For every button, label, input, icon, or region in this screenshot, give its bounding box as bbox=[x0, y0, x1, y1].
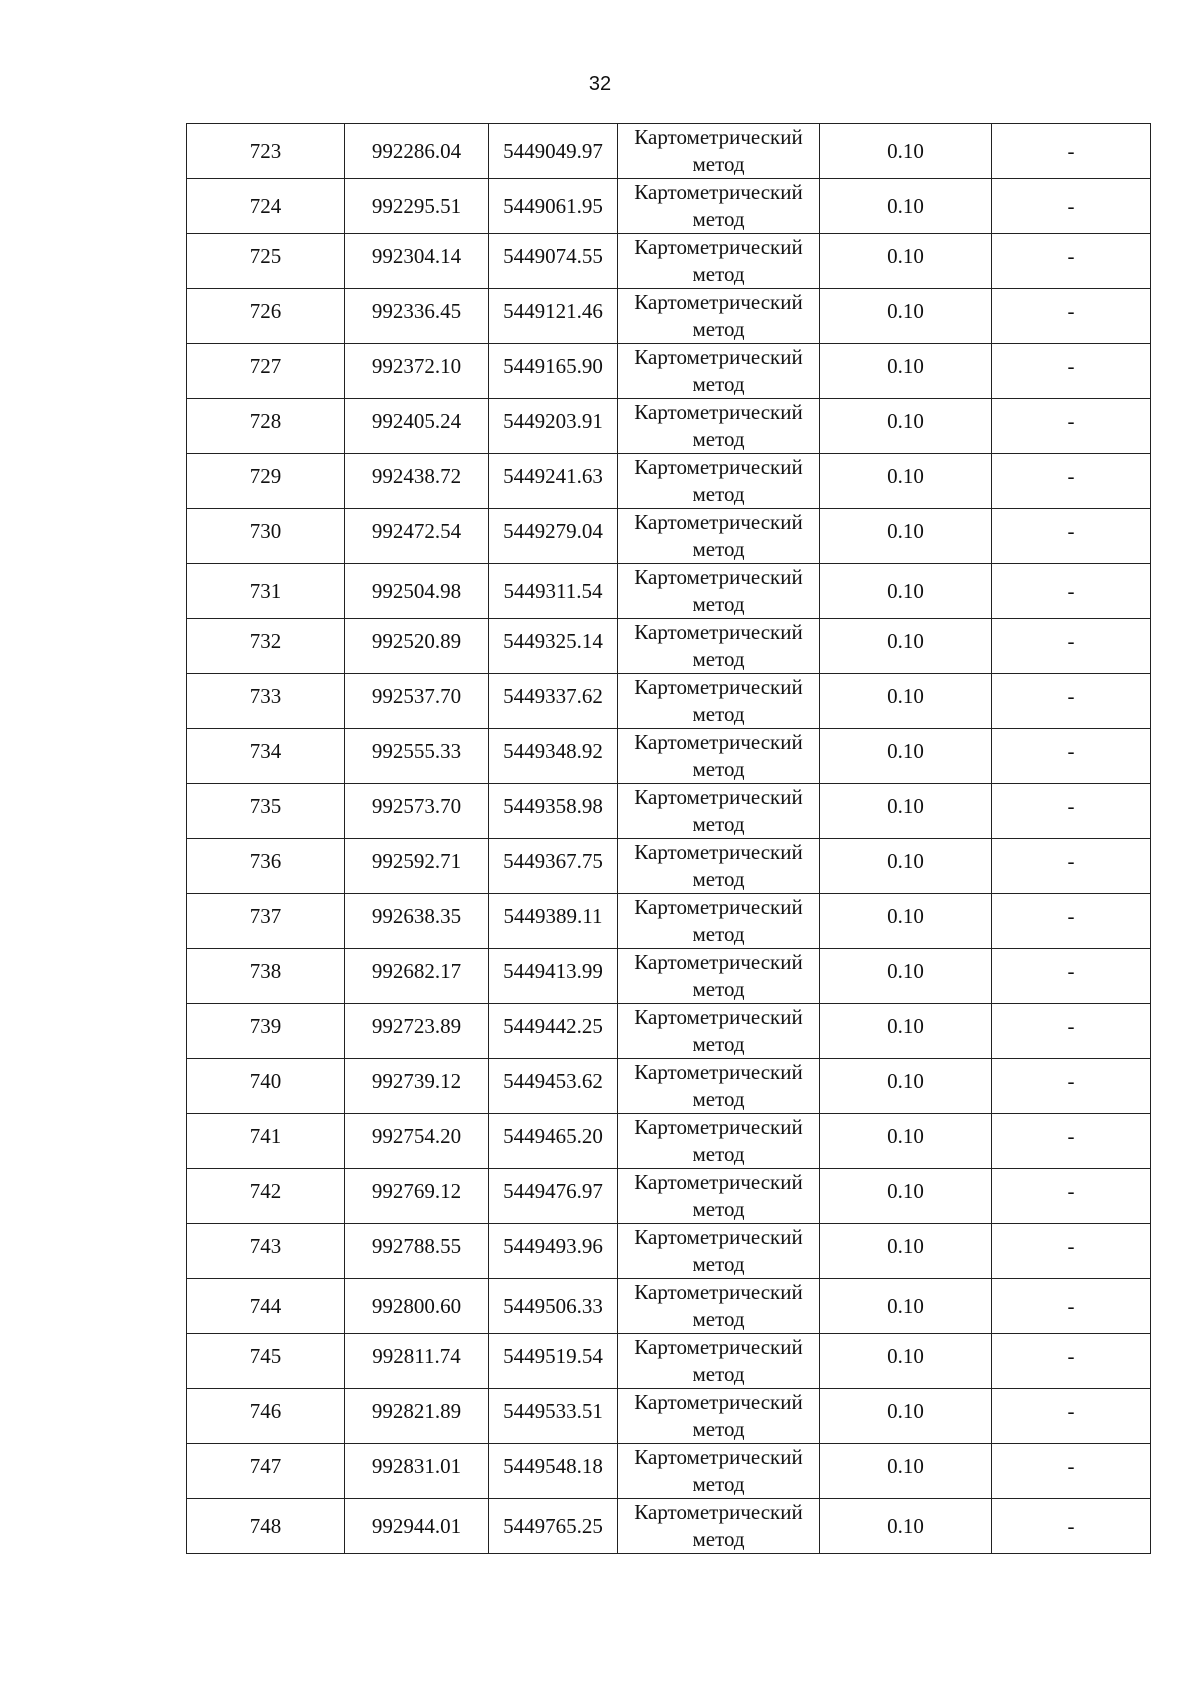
table-row bbox=[187, 1114, 1151, 1169]
cell-precision: 0.10 bbox=[820, 124, 992, 179]
cell-x-coordinate: 992504.98 bbox=[345, 564, 489, 619]
cell-description: - bbox=[992, 674, 1151, 729]
cell-method: Картометрический метод bbox=[618, 1059, 820, 1114]
cell-description: - bbox=[992, 1114, 1151, 1169]
cell-y-coordinate: 5449453.62 bbox=[489, 1059, 618, 1114]
cell-precision: 0.10 bbox=[820, 454, 992, 509]
cell-precision: 0.10 bbox=[820, 839, 992, 894]
table-row bbox=[187, 784, 1151, 839]
cell-x-coordinate: 992592.71 bbox=[345, 839, 489, 894]
cell-x-coordinate: 992372.10 bbox=[345, 344, 489, 399]
cell-method: Картометрический метод bbox=[618, 674, 820, 729]
cell-y-coordinate: 5449241.63 bbox=[489, 454, 618, 509]
cell-description: - bbox=[992, 564, 1151, 619]
cell-description: - bbox=[992, 839, 1151, 894]
cell-method: Картометрический метод bbox=[618, 234, 820, 289]
cell-description: - bbox=[992, 729, 1151, 784]
cell-description: - bbox=[992, 1334, 1151, 1389]
table-row bbox=[187, 1499, 1151, 1554]
cell-y-coordinate: 5449279.04 bbox=[489, 509, 618, 564]
cell-description: - bbox=[992, 619, 1151, 674]
cell-precision: 0.10 bbox=[820, 1499, 992, 1554]
cell-description: - bbox=[992, 289, 1151, 344]
cell-point-number: 747 bbox=[187, 1444, 345, 1499]
cell-x-coordinate: 992438.72 bbox=[345, 454, 489, 509]
table-row bbox=[187, 1279, 1151, 1334]
cell-description: - bbox=[992, 454, 1151, 509]
cell-point-number: 734 bbox=[187, 729, 345, 784]
cell-point-number: 732 bbox=[187, 619, 345, 674]
cell-point-number: 745 bbox=[187, 1334, 345, 1389]
cell-point-number: 724 bbox=[187, 179, 345, 234]
cell-method: Картометрический метод bbox=[618, 344, 820, 399]
cell-x-coordinate: 992788.55 bbox=[345, 1224, 489, 1279]
cell-y-coordinate: 5449493.96 bbox=[489, 1224, 618, 1279]
cell-description: - bbox=[992, 784, 1151, 839]
cell-precision: 0.10 bbox=[820, 1004, 992, 1059]
table-row bbox=[187, 179, 1151, 234]
cell-method: Картометрический метод bbox=[618, 839, 820, 894]
cell-x-coordinate: 992555.33 bbox=[345, 729, 489, 784]
cell-precision: 0.10 bbox=[820, 234, 992, 289]
cell-method: Картометрический метод bbox=[618, 1444, 820, 1499]
cell-precision: 0.10 bbox=[820, 949, 992, 1004]
cell-description: - bbox=[992, 509, 1151, 564]
cell-x-coordinate: 992286.04 bbox=[345, 124, 489, 179]
cell-method: Картометрический метод bbox=[618, 784, 820, 839]
cell-method: Картометрический метод bbox=[618, 729, 820, 784]
cell-method: Картометрический метод bbox=[618, 509, 820, 564]
cell-description: - bbox=[992, 894, 1151, 949]
cell-precision: 0.10 bbox=[820, 564, 992, 619]
coordinates-table-body bbox=[187, 124, 1151, 1554]
cell-y-coordinate: 5449348.92 bbox=[489, 729, 618, 784]
cell-x-coordinate: 992537.70 bbox=[345, 674, 489, 729]
cell-y-coordinate: 5449548.18 bbox=[489, 1444, 618, 1499]
table-row bbox=[187, 619, 1151, 674]
cell-precision: 0.10 bbox=[820, 619, 992, 674]
cell-point-number: 728 bbox=[187, 399, 345, 454]
cell-precision: 0.10 bbox=[820, 1279, 992, 1334]
cell-method: Картометрический метод bbox=[618, 1389, 820, 1444]
cell-x-coordinate: 992739.12 bbox=[345, 1059, 489, 1114]
cell-y-coordinate: 5449121.46 bbox=[489, 289, 618, 344]
cell-point-number: 737 bbox=[187, 894, 345, 949]
cell-x-coordinate: 992573.70 bbox=[345, 784, 489, 839]
cell-precision: 0.10 bbox=[820, 729, 992, 784]
page-number: 32 bbox=[588, 73, 612, 95]
cell-description: - bbox=[992, 399, 1151, 454]
table-row bbox=[187, 234, 1151, 289]
table-row bbox=[187, 1334, 1151, 1389]
cell-precision: 0.10 bbox=[820, 1114, 992, 1169]
cell-method: Картометрический метод bbox=[618, 949, 820, 1004]
cell-point-number: 733 bbox=[187, 674, 345, 729]
table-row bbox=[187, 399, 1151, 454]
table-row bbox=[187, 674, 1151, 729]
cell-x-coordinate: 992295.51 bbox=[345, 179, 489, 234]
table-row bbox=[187, 289, 1151, 344]
cell-x-coordinate: 992304.14 bbox=[345, 234, 489, 289]
cell-precision: 0.10 bbox=[820, 1059, 992, 1114]
cell-point-number: 736 bbox=[187, 839, 345, 894]
cell-method: Картометрический метод bbox=[618, 289, 820, 344]
cell-y-coordinate: 5449165.90 bbox=[489, 344, 618, 399]
cell-precision: 0.10 bbox=[820, 1334, 992, 1389]
cell-y-coordinate: 5449325.14 bbox=[489, 619, 618, 674]
cell-description: - bbox=[992, 1004, 1151, 1059]
cell-point-number: 746 bbox=[187, 1389, 345, 1444]
table-row bbox=[187, 839, 1151, 894]
cell-x-coordinate: 992638.35 bbox=[345, 894, 489, 949]
cell-precision: 0.10 bbox=[820, 1444, 992, 1499]
cell-point-number: 735 bbox=[187, 784, 345, 839]
cell-point-number: 744 bbox=[187, 1279, 345, 1334]
cell-x-coordinate: 992723.89 bbox=[345, 1004, 489, 1059]
cell-description: - bbox=[992, 344, 1151, 399]
cell-method: Картометрический метод bbox=[618, 1004, 820, 1059]
cell-point-number: 740 bbox=[187, 1059, 345, 1114]
table-row bbox=[187, 564, 1151, 619]
cell-description: - bbox=[992, 1499, 1151, 1554]
cell-point-number: 726 bbox=[187, 289, 345, 344]
cell-precision: 0.10 bbox=[820, 1389, 992, 1444]
cell-y-coordinate: 5449203.91 bbox=[489, 399, 618, 454]
cell-x-coordinate: 992472.54 bbox=[345, 509, 489, 564]
cell-y-coordinate: 5449358.98 bbox=[489, 784, 618, 839]
table-row bbox=[187, 509, 1151, 564]
cell-precision: 0.10 bbox=[820, 1224, 992, 1279]
cell-point-number: 739 bbox=[187, 1004, 345, 1059]
cell-description: - bbox=[992, 1279, 1151, 1334]
cell-x-coordinate: 992682.17 bbox=[345, 949, 489, 1004]
table-row bbox=[187, 344, 1151, 399]
cell-method: Картометрический метод bbox=[618, 1499, 820, 1554]
cell-point-number: 742 bbox=[187, 1169, 345, 1224]
cell-y-coordinate: 5449389.11 bbox=[489, 894, 618, 949]
cell-y-coordinate: 5449465.20 bbox=[489, 1114, 618, 1169]
cell-x-coordinate: 992811.74 bbox=[345, 1334, 489, 1389]
cell-y-coordinate: 5449533.51 bbox=[489, 1389, 618, 1444]
cell-precision: 0.10 bbox=[820, 344, 992, 399]
table-row bbox=[187, 454, 1151, 509]
cell-method: Картометрический метод bbox=[618, 124, 820, 179]
table-row bbox=[187, 124, 1151, 179]
coordinates-table bbox=[186, 123, 1151, 1554]
cell-method: Картометрический метод bbox=[618, 1169, 820, 1224]
table-row bbox=[187, 1444, 1151, 1499]
cell-method: Картометрический метод bbox=[618, 1334, 820, 1389]
cell-x-coordinate: 992520.89 bbox=[345, 619, 489, 674]
cell-method: Картометрический метод bbox=[618, 619, 820, 674]
cell-description: - bbox=[992, 1169, 1151, 1224]
cell-point-number: 741 bbox=[187, 1114, 345, 1169]
cell-description: - bbox=[992, 1444, 1151, 1499]
cell-y-coordinate: 5449506.33 bbox=[489, 1279, 618, 1334]
cell-precision: 0.10 bbox=[820, 1169, 992, 1224]
cell-x-coordinate: 992944.01 bbox=[345, 1499, 489, 1554]
cell-x-coordinate: 992769.12 bbox=[345, 1169, 489, 1224]
cell-precision: 0.10 bbox=[820, 179, 992, 234]
table-row bbox=[187, 1004, 1151, 1059]
cell-x-coordinate: 992821.89 bbox=[345, 1389, 489, 1444]
cell-point-number: 748 bbox=[187, 1499, 345, 1554]
cell-point-number: 723 bbox=[187, 124, 345, 179]
cell-point-number: 727 bbox=[187, 344, 345, 399]
cell-precision: 0.10 bbox=[820, 784, 992, 839]
cell-method: Картометрический метод bbox=[618, 454, 820, 509]
cell-y-coordinate: 5449442.25 bbox=[489, 1004, 618, 1059]
cell-precision: 0.10 bbox=[820, 894, 992, 949]
cell-y-coordinate: 5449061.95 bbox=[489, 179, 618, 234]
cell-description: - bbox=[992, 1224, 1151, 1279]
cell-y-coordinate: 5449765.25 bbox=[489, 1499, 618, 1554]
cell-x-coordinate: 992754.20 bbox=[345, 1114, 489, 1169]
cell-x-coordinate: 992336.45 bbox=[345, 289, 489, 344]
cell-method: Картометрический метод bbox=[618, 1279, 820, 1334]
cell-y-coordinate: 5449367.75 bbox=[489, 839, 618, 894]
cell-x-coordinate: 992800.60 bbox=[345, 1279, 489, 1334]
cell-precision: 0.10 bbox=[820, 399, 992, 454]
cell-y-coordinate: 5449049.97 bbox=[489, 124, 618, 179]
cell-description: - bbox=[992, 949, 1151, 1004]
cell-method: Картометрический метод bbox=[618, 399, 820, 454]
cell-method: Картометрический метод bbox=[618, 1114, 820, 1169]
cell-method: Картометрический метод bbox=[618, 894, 820, 949]
cell-method: Картометрический метод bbox=[618, 179, 820, 234]
table-row bbox=[187, 1224, 1151, 1279]
cell-description: - bbox=[992, 1059, 1151, 1114]
table-row bbox=[187, 1389, 1151, 1444]
cell-y-coordinate: 5449413.99 bbox=[489, 949, 618, 1004]
cell-description: - bbox=[992, 124, 1151, 179]
cell-x-coordinate: 992831.01 bbox=[345, 1444, 489, 1499]
cell-point-number: 730 bbox=[187, 509, 345, 564]
cell-point-number: 738 bbox=[187, 949, 345, 1004]
cell-precision: 0.10 bbox=[820, 509, 992, 564]
cell-precision: 0.10 bbox=[820, 674, 992, 729]
table-row bbox=[187, 949, 1151, 1004]
cell-description: - bbox=[992, 1389, 1151, 1444]
cell-point-number: 731 bbox=[187, 564, 345, 619]
cell-y-coordinate: 5449311.54 bbox=[489, 564, 618, 619]
table-row bbox=[187, 1169, 1151, 1224]
cell-precision: 0.10 bbox=[820, 289, 992, 344]
cell-y-coordinate: 5449337.62 bbox=[489, 674, 618, 729]
cell-point-number: 725 bbox=[187, 234, 345, 289]
cell-y-coordinate: 5449074.55 bbox=[489, 234, 618, 289]
cell-y-coordinate: 5449519.54 bbox=[489, 1334, 618, 1389]
table-row bbox=[187, 1059, 1151, 1114]
table-row bbox=[187, 729, 1151, 784]
cell-point-number: 743 bbox=[187, 1224, 345, 1279]
cell-x-coordinate: 992405.24 bbox=[345, 399, 489, 454]
table-row bbox=[187, 894, 1151, 949]
cell-point-number: 729 bbox=[187, 454, 345, 509]
cell-description: - bbox=[992, 234, 1151, 289]
cell-y-coordinate: 5449476.97 bbox=[489, 1169, 618, 1224]
cell-method: Картометрический метод bbox=[618, 564, 820, 619]
cell-description: - bbox=[992, 179, 1151, 234]
cell-method: Картометрический метод bbox=[618, 1224, 820, 1279]
